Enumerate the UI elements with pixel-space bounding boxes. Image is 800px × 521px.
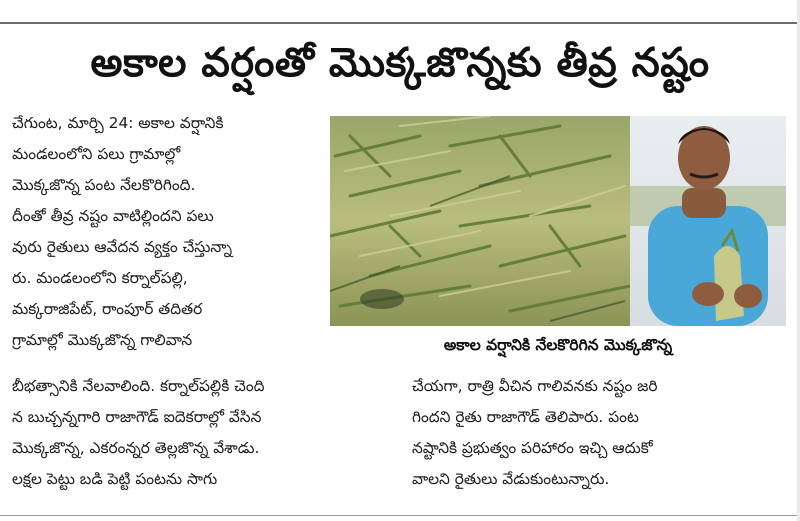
article-line: చేయగా, రాత్రి వీచిన గాలివనకు నష్టం జరి — [412, 377, 658, 395]
crop-damage-photo — [330, 116, 786, 326]
article-line: వురు రైతులు ఆవేదన వ్యక్తం చేస్తున్నా — [12, 238, 233, 256]
previous-article-fragment — [0, 0, 800, 14]
article-line: రు. మండలంలోని కర్నాల్‌పల్లి, — [12, 269, 188, 287]
article-line: బీభత్సానికి నేలవాలింది. కర్నాల్‌పల్లికి చెంది — [12, 377, 265, 395]
article-line: గ్రామాల్లో మొక్కజొన్న గాలివాన — [12, 331, 193, 349]
article-column-left — [12, 108, 324, 356]
article-line: మండలంలోని పలు గ్రామాల్లో — [12, 145, 181, 163]
article-line: లక్షల పెట్టు బడి పెట్టి పంటను సాగు — [12, 470, 218, 488]
article-line: గిందని రైతు రాజాగౌడ్ తెలిపారు. పంట — [412, 408, 639, 426]
article-line: నష్టానికి ప్రభుత్వం పరిహారం ఇచ్చి ఆదుకో — [412, 439, 653, 457]
article-line: మొక్కజొన్న పంట నేలకొరిగింది. — [12, 176, 196, 194]
article-line: చేగుంట, మార్చి 24: అకాల వర్షానికి — [12, 114, 224, 132]
article-line: మొక్కజొన్న, ఎకరంన్నర తెల్లజొన్న వేశాడు. — [12, 439, 260, 457]
article-column-left-continued — [12, 371, 398, 495]
news-photo — [330, 116, 786, 326]
article-line: మక్కరాజిపేట్, రాంపూర్ తదితర — [12, 300, 203, 318]
headline: అకాల వర్షంతో మొక్కజొన్నకు తీవ్ర నష్టం — [90, 40, 710, 86]
bottom-divider — [0, 515, 800, 516]
photo-caption: అకాల వర్షానికి నేలకొరిగిన మొక్కజొన్న — [443, 336, 673, 354]
shadow-patch — [360, 289, 404, 309]
article-line: దీంతో తీవ్ర నష్టం వాటిల్లిందని పలు — [12, 207, 214, 225]
article-line: న బుచ్చన్నగారి రాజాగౌడ్ ఐదెకరాల్లో వేసిన — [12, 408, 262, 426]
article-line: వాలని రైతులు వేడుకుంటున్నారు. — [412, 470, 610, 488]
top-divider — [0, 22, 800, 24]
article-column-right — [412, 371, 782, 495]
